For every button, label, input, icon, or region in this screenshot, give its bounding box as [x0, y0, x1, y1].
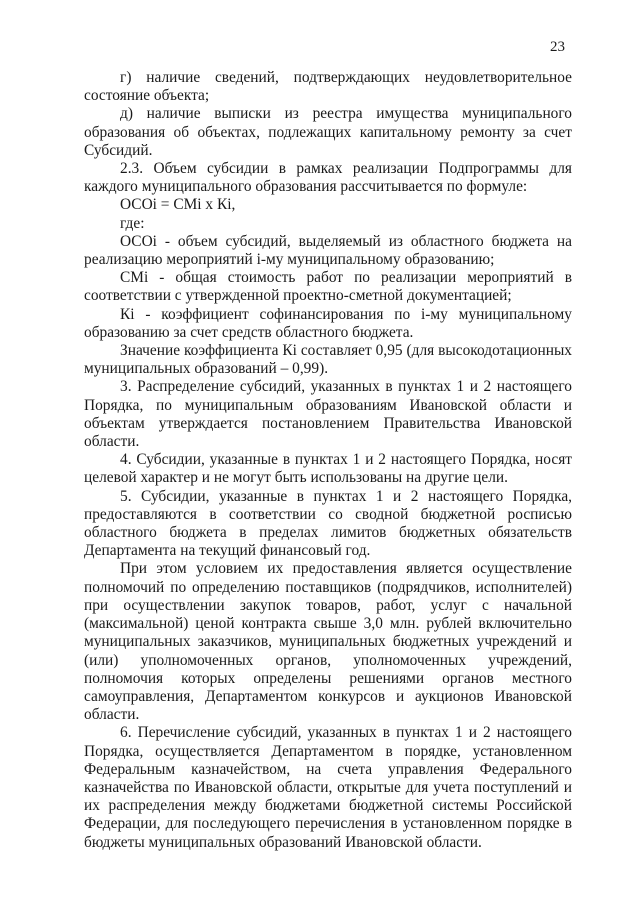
paragraph-item-g: г) наличие сведений, подтверждающих неудовлетворительное состояние объекта;	[84, 69, 572, 105]
paragraph-3: 3. Распределение субсидий, указанных в пунктах 1 и 2 настоящего Порядка, по муниципальным образованиям Ивановской области и объектам утверждается постановлением Правительства Ивановской области.	[84, 378, 572, 451]
paragraph-5: 5. Субсидии, указанные в пунктах 1 и 2 настоящего Порядка, предоставляются в соответствии со сводной бюджетной росписью областного бюджета в пределах лимитов бюджетных обязательств Департамента на текущий финансовый год.	[84, 487, 572, 560]
definition-k: Кi - коэффициент софинансирования по i-му муниципальному образованию за счет средств областного бюджета.	[84, 305, 572, 341]
paragraph-4: 4. Субсидии, указанные в пунктах 1 и 2 настоящего Порядка, носят целевой характер и не могут быть использованы на другие цели.	[84, 451, 572, 487]
paragraph-5-conditions: При этом условием их предоставления является осуществление полномочий по определению поставщиков (подрядчиков, исполнителей) при осуществлении закупок товаров, работ, услуг с начальной (максимальной) ценой контракта свыше 3,0 млн. рублей включительно муниципальных заказчиков, муниципальных бюджетных учреждений и (или) уполномоченных органов, уполномоченных учреждений, полномочия которых определены решениями органов местного самоуправления, Департаментом конкурсов и аукционов Ивановской области.	[84, 560, 572, 724]
paragraph-item-d: д) наличие выписки из реестра имущества муниципального образования об объектах, подлежащих капитальному ремонту за счет Субсидий.	[84, 105, 572, 159]
document-body	[84, 69, 572, 852]
paragraph-2-3: 2.3. Объем субсидии в рамках реализации Подпрограммы для каждого муниципального образования рассчитывается по формуле:	[84, 160, 572, 196]
page-number: 23	[550, 39, 565, 55]
formula: ОСОi = СМi х Кi,	[120, 196, 236, 214]
paragraph-6: 6. Перечисление субсидий, указанных в пунктах 1 и 2 настоящего Порядка, осуществляется Департаментом в порядке, установленном Федеральным казначейством, на счета управления Федерального казначейства по Ивановской области, открытые для учета поступлений и их распределения между бюджетами бюджетной системы Российской Федерации, для последующего перечисления в установленном порядке в бюджеты муниципальных образований Ивановской области.	[84, 724, 572, 851]
formula-where: где:	[120, 214, 145, 232]
definition-oso: ОСОi - объем субсидий, выделяемый из областного бюджета на реализацию мероприятий i-му муниципальному образованию;	[84, 232, 572, 269]
definition-cm: СМi - общая стоимость работ по реализации мероприятий в соответствии с утвержденной проектно-сметной документацией;	[84, 269, 572, 305]
coefficient-value: Значение коэффициента Кi составляет 0,95 (для высокодотационных муниципальных образований – 0,99).	[84, 342, 572, 378]
